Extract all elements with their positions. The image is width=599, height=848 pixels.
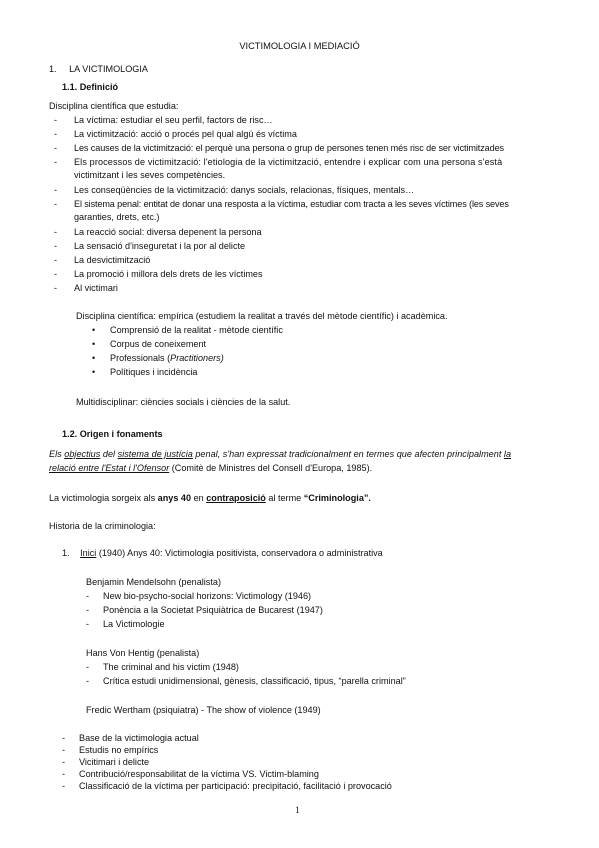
bullet-glyph: • [92,367,96,377]
list-dash: - [54,157,58,167]
section-label: LA VICTIMOLOGIA [69,64,148,74]
bullet-glyph: • [92,353,96,363]
list-item: La sensació d'inseguretat i la por al delicte [74,241,246,251]
list-item: The criminal and his victim (1948) [103,662,239,672]
text-run: la [503,449,512,459]
bullet-text-italic: Practitioners) [170,353,224,363]
subsection-heading: 1.2. Origen i fonaments [62,429,163,439]
list-dash: - [86,662,90,672]
list-dash: - [86,619,90,629]
author-hentig: Hans Von Hentig (penalista) [86,648,200,658]
item-text: (1940) Anys 40: Victimologia positivista, conservadora o administrativa [96,548,383,558]
origin-statement [49,493,371,504]
bullet-item: Polítiques i incidència [110,367,198,377]
text-run: anys 40 [157,493,192,503]
list-dash: - [54,143,58,153]
list-item: La victimització: acció o procés pel qual algú és víctima [74,129,297,139]
list-item: La víctima: estudiar el seu perfil, factors de risc… [74,115,273,125]
list-item: La Victimologie [103,619,165,629]
page-number: 1 [295,806,300,816]
list-item: Al victimari [74,283,118,293]
list-dash: - [62,781,66,791]
document-title: VICTIMOLOGIA I MEDIACIÓ [239,41,360,51]
text-run: sistema de justícia [117,449,193,459]
multidisciplinar-text: Multidisciplinar: ciències socials i ciències de la salut. [76,397,291,407]
text-run: La victimologia sorgeix als [49,493,158,503]
list-item: Base de la victimologia actual [79,733,199,743]
list-dash: - [54,115,58,125]
list-dash: - [62,769,66,779]
bullet-item: Corpus de coneixement [110,339,207,349]
section-number: 1. [49,64,57,74]
text-run: contraposició [206,493,266,503]
list-item: Els processos de victimització: l'etiologia de la victimització, entendre i explicar com una persona s'està [74,157,503,167]
text-run: al terme [265,493,304,503]
list-item-continuation: victimitzant i les seves competències. [74,170,226,180]
author-wertham: Fredic Wertham (psiquiatra) - The show of violence (1949) [86,705,321,715]
list-item: La promoció i millora dels drets de les víctimes [74,269,263,279]
list-dash: - [54,269,58,279]
list-item: Classificació de la víctima per participació: precipitació, facilitació i provocació [79,781,392,791]
list-item: Vicitimari i delicte [79,757,150,767]
list-dash: - [86,676,90,686]
item-number: 1. [62,548,70,558]
list-dash: - [86,591,90,601]
list-item-continuation: garanties, drets, etc.) [74,212,160,222]
list-item: Crítica estudi unidimensional, gènesis, classificació, tipus, “parella criminal” [103,676,406,686]
bullet-glyph: • [92,339,96,349]
list-item: Les causes de la victimització: el perquè una persona o grup de persones tenen més risc de ser victimitzades [74,143,504,153]
history-intro: Historia de la criminologia: [49,521,156,531]
list-item: El sistema penal: entitat de donar una resposta a la víctima, estudiar com tracta a les seves víctimes (les seves [74,199,509,209]
list-dash: - [54,283,58,293]
subsection-heading: 1.1. Definició [62,82,119,92]
list-dash: - [54,129,58,139]
scientific-intro: Disciplina científica: empírica (estudiem la realitat a través del mètode científic) i acadèmica. [76,311,448,321]
list-item: Estudis no empírics [79,745,159,755]
bullet-glyph: • [92,325,96,335]
text-run: del [100,449,118,459]
list-dash: - [54,241,58,251]
list-item: Ponència a la Societat Psiquiàtrica de Bucarest (1947) [103,605,323,615]
bullet-item: Comprensió de la realitat - mètode científic [110,325,283,335]
bullet-text: Professionals ( [110,353,171,363]
text-run: Els [49,449,65,459]
section-heading [49,64,148,75]
list-item: La reacció social: diversa depenent la persona [74,227,262,237]
item-lead: Inici [80,548,97,558]
list-dash: - [54,199,58,209]
definition-intro: Disciplina científica que estudia: [49,101,179,111]
text-run: (Comitè de Ministres del Consell d'Europa, 1985). [169,463,373,473]
list-dash: - [86,605,90,615]
list-dash: - [54,255,58,265]
list-dash: - [62,757,66,767]
list-dash: - [54,227,58,237]
list-item: Les conseqüències de la victimització: danys socials, relacionas, físiques, mentals… [74,185,415,195]
text-run: en [191,493,207,503]
list-dash: - [54,185,58,195]
list-dash: - [62,733,66,743]
text-run: “Criminologia”. [303,493,371,503]
paragraph-line [49,463,372,474]
history-item [62,548,383,559]
list-dash: - [62,745,66,755]
list-item: La desvictimització [74,255,151,265]
text-run: objectius [64,449,101,459]
list-item: New bio-psycho-social horizons: Victimology (1946) [103,591,312,601]
bullet-item [110,353,224,364]
paragraph-line [49,449,511,460]
author-mendelsohn: Benjamin Mendelsohn (penalista) [86,577,221,587]
text-run: penal, s'han expressat tradicionalment en termes que afecten principalment [192,449,504,459]
list-item: Contribució/responsabilitat de la víctima VS. Victim-blaming [79,769,319,779]
text-run: relació entre l'Estat i l'Ofensor [49,463,170,473]
